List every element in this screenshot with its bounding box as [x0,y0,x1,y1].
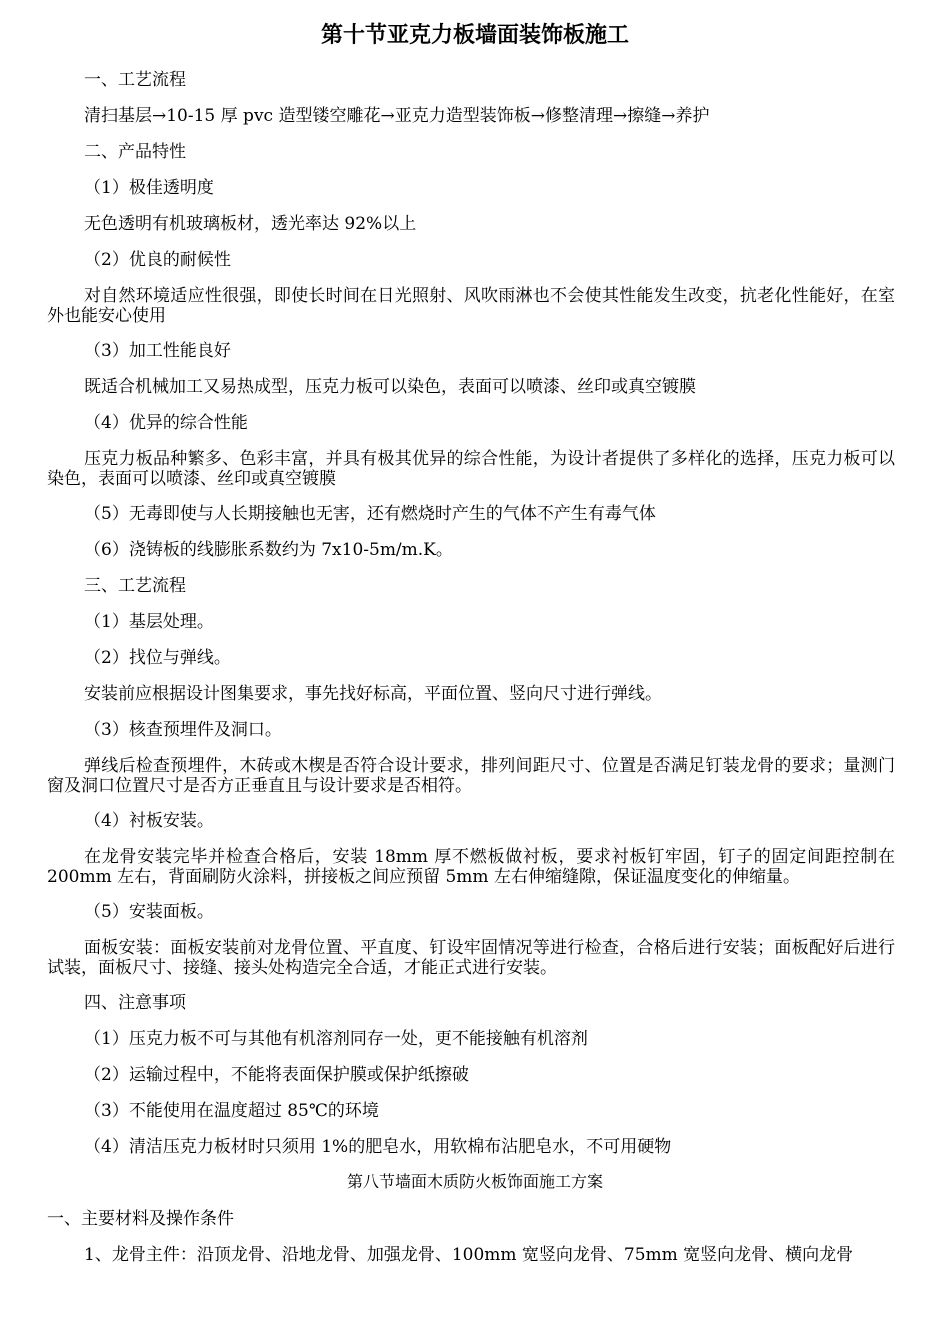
paragraph: 面板安装：面板安装前对龙骨位置、平直度、钉设牢固情况等进行检查，合格后进行安装；面板配好后进行试装，面板尺寸、接缝、接头处构造完全合适，才能正式进行安装。 [47,938,895,978]
section-heading: 二、产品特性 [84,142,186,162]
section-heading: 四、注意事项 [84,993,186,1013]
item-heading: （2）优良的耐候性 [84,250,231,270]
item-heading: （4）衬板安装。 [84,811,214,831]
paragraph: 对自然环境适应性很强，即使长时间在日光照射、风吹雨淋也不会使其性能发生改变，抗老化性能好，在室外也能安心使用 [47,286,895,326]
paragraph: 安装前应根据设计图集要求，事先找好标高，平面位置、竖向尺寸进行弹线。 [84,684,662,704]
item-heading: （3）核查预埋件及洞口。 [84,720,282,740]
item-heading: （4）优异的综合性能 [84,413,248,433]
process-flow: 清扫基层→10-15 厚 pvc 造型镂空雕花→亚克力造型装饰板→修整清理→擦缝→养护 [84,106,710,126]
item-text: （6）浇铸板的线膨胀系数约为 7x10-5m/m.K。 [84,540,453,560]
section-heading: 一、工艺流程 [84,70,186,90]
page-title: 第十节亚克力板墙面装饰板施工 [320,22,629,48]
item-heading: （1）极佳透明度 [84,178,214,198]
item-text: （1）压克力板不可与其他有机溶剂同存一处，更不能接触有机溶剂 [84,1029,588,1049]
item-heading: （1）基层处理。 [84,612,214,632]
section-heading: 三、工艺流程 [84,576,186,596]
item-heading: （2）找位与弹线。 [84,648,231,668]
item-text: （3）不能使用在温度超过 85℃的环境 [84,1101,379,1121]
paragraph: 压克力板品种繁多、色彩丰富，并具有极其优异的综合性能，为设计者提供了多样化的选择，压克力板可以染色，表面可以喷漆、丝印或真空镀膜 [47,449,895,489]
item-text: （5）无毒即使与人长期接触也无害，还有燃烧时产生的气体不产生有毒气体 [84,504,656,524]
paragraph: 既适合机械加工又易热成型，压克力板可以染色，表面可以喷漆、丝印或真空镀膜 [84,377,696,397]
item-heading: （5）安装面板。 [84,902,214,922]
section-heading: 一、主要材料及操作条件 [47,1209,234,1229]
paragraph: 在龙骨安装完毕并检查合格后，安装 18mm 厚不燃板做衬板，要求衬板钉牢固，钉子的固定间距控制在 200mm 左右，背面刷防火涂料，拼接板之间应预留 5mm 左右伸缩缝隙，保证温度变化的伸缩量。 [47,847,895,887]
paragraph: 弹线后检查预埋件，木砖或木楔是否符合设计要求，排列间距尺寸、位置是否满足钉装龙骨的要求；量测门窗及洞口位置尺寸是否方正垂直且与设计要求是否相符。 [47,756,895,796]
section-title: 第八节墙面木质防火板饰面施工方案 [346,1172,603,1191]
paragraph: 无色透明有机玻璃板材，透光率达 92%以上 [84,214,417,234]
item-heading: （3）加工性能良好 [84,341,231,361]
item-text: 1、龙骨主件：沿顶龙骨、沿地龙骨、加强龙骨、100mm 宽竖向龙骨、75mm 宽竖向龙骨、横向龙骨 [84,1245,854,1265]
item-text: （2）运输过程中，不能将表面保护膜或保护纸擦破 [84,1065,469,1085]
item-text: （4）清洁压克力板材时只须用 1%的肥皂水，用软棉布沾肥皂水，不可用硬物 [84,1137,672,1157]
